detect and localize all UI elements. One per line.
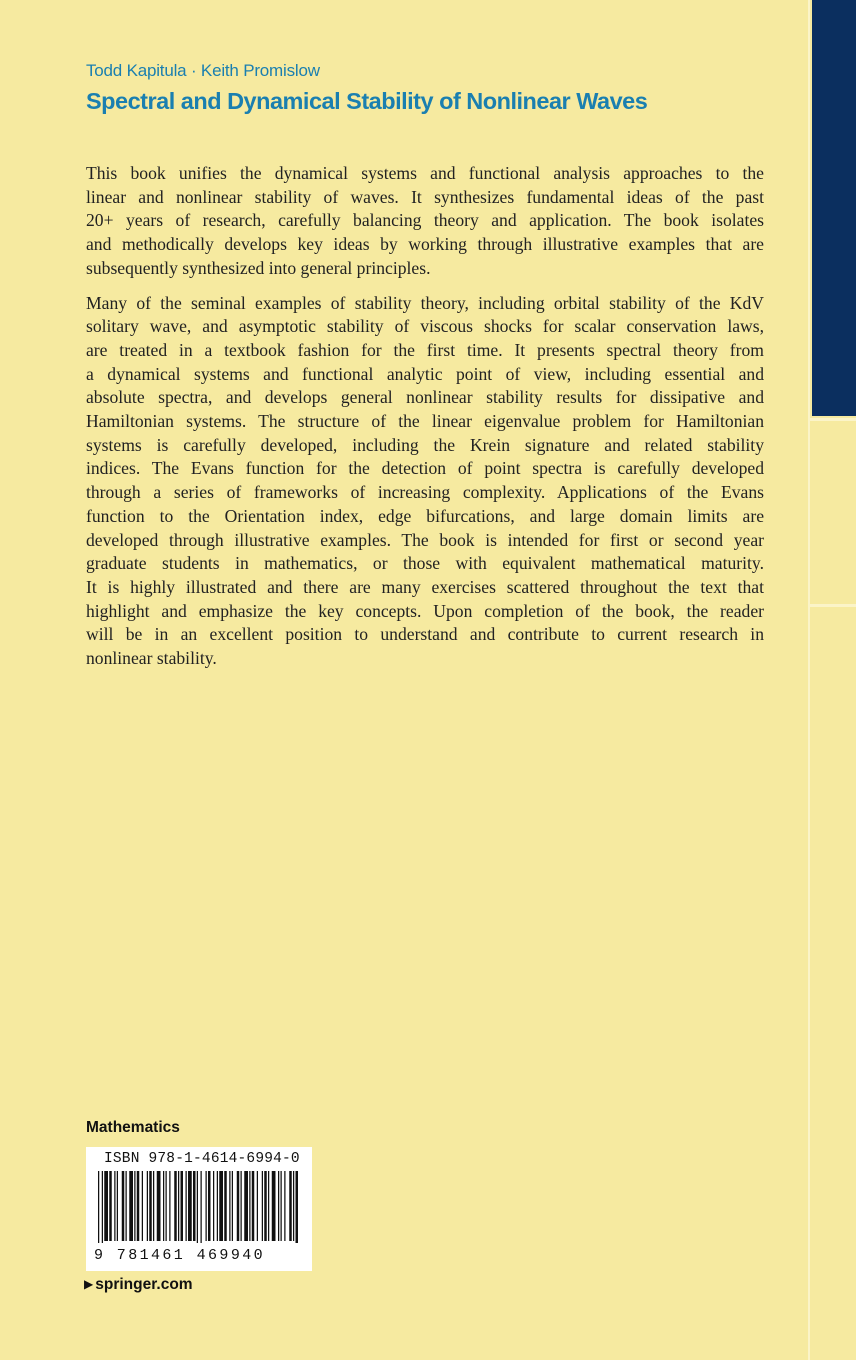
barcode-bar <box>137 1171 140 1241</box>
blurb-line: 20+ years of research, carefully balancing theory and application. The book isolates <box>86 210 764 231</box>
blurb-line: developed through illustrative examples. The book is intended for first or second year <box>86 529 764 550</box>
blurb-line: will be in an excellent position to understand and contribute to current research in <box>86 624 764 645</box>
spine-divider <box>810 418 856 421</box>
barcode-bar <box>264 1171 267 1241</box>
barcode-bar <box>206 1171 207 1241</box>
barcode-bar <box>237 1171 240 1241</box>
barcode-bar <box>262 1171 263 1241</box>
barcode-bar <box>232 1171 233 1241</box>
barcode-bar <box>278 1171 279 1241</box>
blurb-line: Hamiltonian systems. The structure of the linear eigenvalue problem for Hamiltonian <box>86 411 764 432</box>
barcode-bar <box>252 1171 255 1241</box>
barcode-bar <box>188 1171 192 1241</box>
blurb-line: indices. The Evans function for the detection of point spectra is carefully developed <box>86 458 764 479</box>
blurb-line: This book unifies the dynamical systems and functional analysis approaches to the <box>86 163 764 183</box>
isbn-label: ISBN 978-1-4614-6994-0 <box>104 1151 300 1167</box>
book-title: Spectral and Dynamical Stability of Nonlinear Waves <box>86 88 648 114</box>
blurb-line: graduate students in mathematics, or those with equivalent mathematical maturity. <box>86 553 764 574</box>
blurb-line: linear and nonlinear stability of waves. It synthesizes fundamental ideas of the past <box>86 186 764 207</box>
barcode-bar <box>149 1171 152 1241</box>
blurb-line: absolute spectra, and develops general nonlinear stability results for dissipative and <box>86 387 764 408</box>
barcode-bar <box>98 1171 99 1243</box>
barcode-bar <box>114 1171 115 1241</box>
barcode-bars <box>96 1171 302 1243</box>
blurb-line: systems is carefully developed, including the Krein signature and related stability <box>86 434 764 455</box>
barcode-bar <box>174 1171 177 1241</box>
website-label: springer.com <box>95 1276 193 1293</box>
barcode-bar <box>186 1171 187 1241</box>
blurb-line: Many of the seminal examples of stability theory, including orbital stability of the KdV <box>86 292 764 313</box>
blurb <box>86 162 764 671</box>
barcode-bar <box>296 1171 299 1243</box>
triangle-right-icon: ▶ <box>84 1277 94 1291</box>
blurb-paragraph <box>86 162 764 281</box>
blurb-line: a dynamical systems and functional analytic point of view, including essential and <box>86 363 764 384</box>
barcode-bar <box>272 1171 276 1241</box>
barcode-bar <box>293 1171 294 1241</box>
barcode-bar <box>193 1171 196 1241</box>
blurb-line: are treated in a textbook fashion for the first time. It presents spectral theory from <box>86 339 764 360</box>
blurb-line: solitary wave, and asymptotic stability of viscous shocks for scalar conservation laws, <box>86 316 764 337</box>
barcode-bar <box>208 1171 211 1241</box>
barcode-bar <box>153 1171 154 1241</box>
authors: Todd Kapitula · Keith Promislow <box>86 61 320 80</box>
barcode-bar <box>109 1171 112 1241</box>
barcode-bar <box>157 1171 161 1241</box>
barcode-bar <box>201 1171 202 1243</box>
blurb-line: highlight and emphasize the key concepts. Upon completion of the book, the reader <box>86 600 764 621</box>
barcode-bar <box>126 1171 127 1241</box>
blurb-line: It is highly illustrated and there are many exercises scattered throughout the text that <box>86 576 764 597</box>
barcode-bar <box>117 1171 118 1241</box>
barcode-bar <box>284 1171 285 1241</box>
barcode-bar <box>241 1171 242 1241</box>
blurb-line: subsequently synthesized into general principles. <box>86 257 431 278</box>
barcode-bar <box>281 1171 282 1241</box>
barcode-bar <box>147 1171 148 1241</box>
barcode-bar <box>181 1171 184 1241</box>
publisher-website[interactable] <box>84 1276 193 1294</box>
barcode-bar <box>178 1171 179 1241</box>
barcode-bar <box>129 1171 133 1241</box>
spine-color-block <box>812 0 856 416</box>
blurb-line: nonlinear stability. <box>86 648 217 669</box>
barcode-bar <box>257 1171 258 1241</box>
barcode-bar <box>213 1171 214 1241</box>
spine-divider <box>810 604 856 607</box>
blurb-line: function to the Orientation index, edge bifurcations, and large domain limits are <box>86 505 764 526</box>
blurb-line: through a series of frameworks of increasing complexity. Applications of the Evans <box>86 482 764 503</box>
barcode-bar <box>217 1171 218 1241</box>
barcode-bar <box>219 1171 223 1241</box>
barcode-bar <box>197 1171 198 1243</box>
barcode-bar <box>169 1171 170 1241</box>
blurb-paragraph <box>86 292 764 671</box>
spine-edge-bar <box>808 0 856 1360</box>
barcode-bar <box>134 1171 135 1241</box>
barcode-bar <box>102 1171 103 1243</box>
barcode-bar <box>229 1171 230 1241</box>
barcode-bar <box>268 1171 269 1241</box>
barcode-bar <box>142 1171 143 1241</box>
barcode-bar <box>163 1171 164 1241</box>
barcode-bar <box>249 1171 250 1241</box>
barcode-digits: 9 781461 469940 <box>94 1247 266 1264</box>
barcode-bar <box>224 1171 227 1241</box>
barcode-bar <box>166 1171 167 1241</box>
subject-category: Mathematics <box>86 1119 180 1136</box>
barcode-bar <box>289 1171 292 1241</box>
barcode-bar <box>122 1171 125 1241</box>
barcode-bar <box>244 1171 248 1241</box>
blurb-line: and methodically develops key ideas by working through illustrative examples that are <box>86 234 764 255</box>
isbn-barcode <box>86 1147 312 1271</box>
barcode-bar <box>104 1171 108 1241</box>
